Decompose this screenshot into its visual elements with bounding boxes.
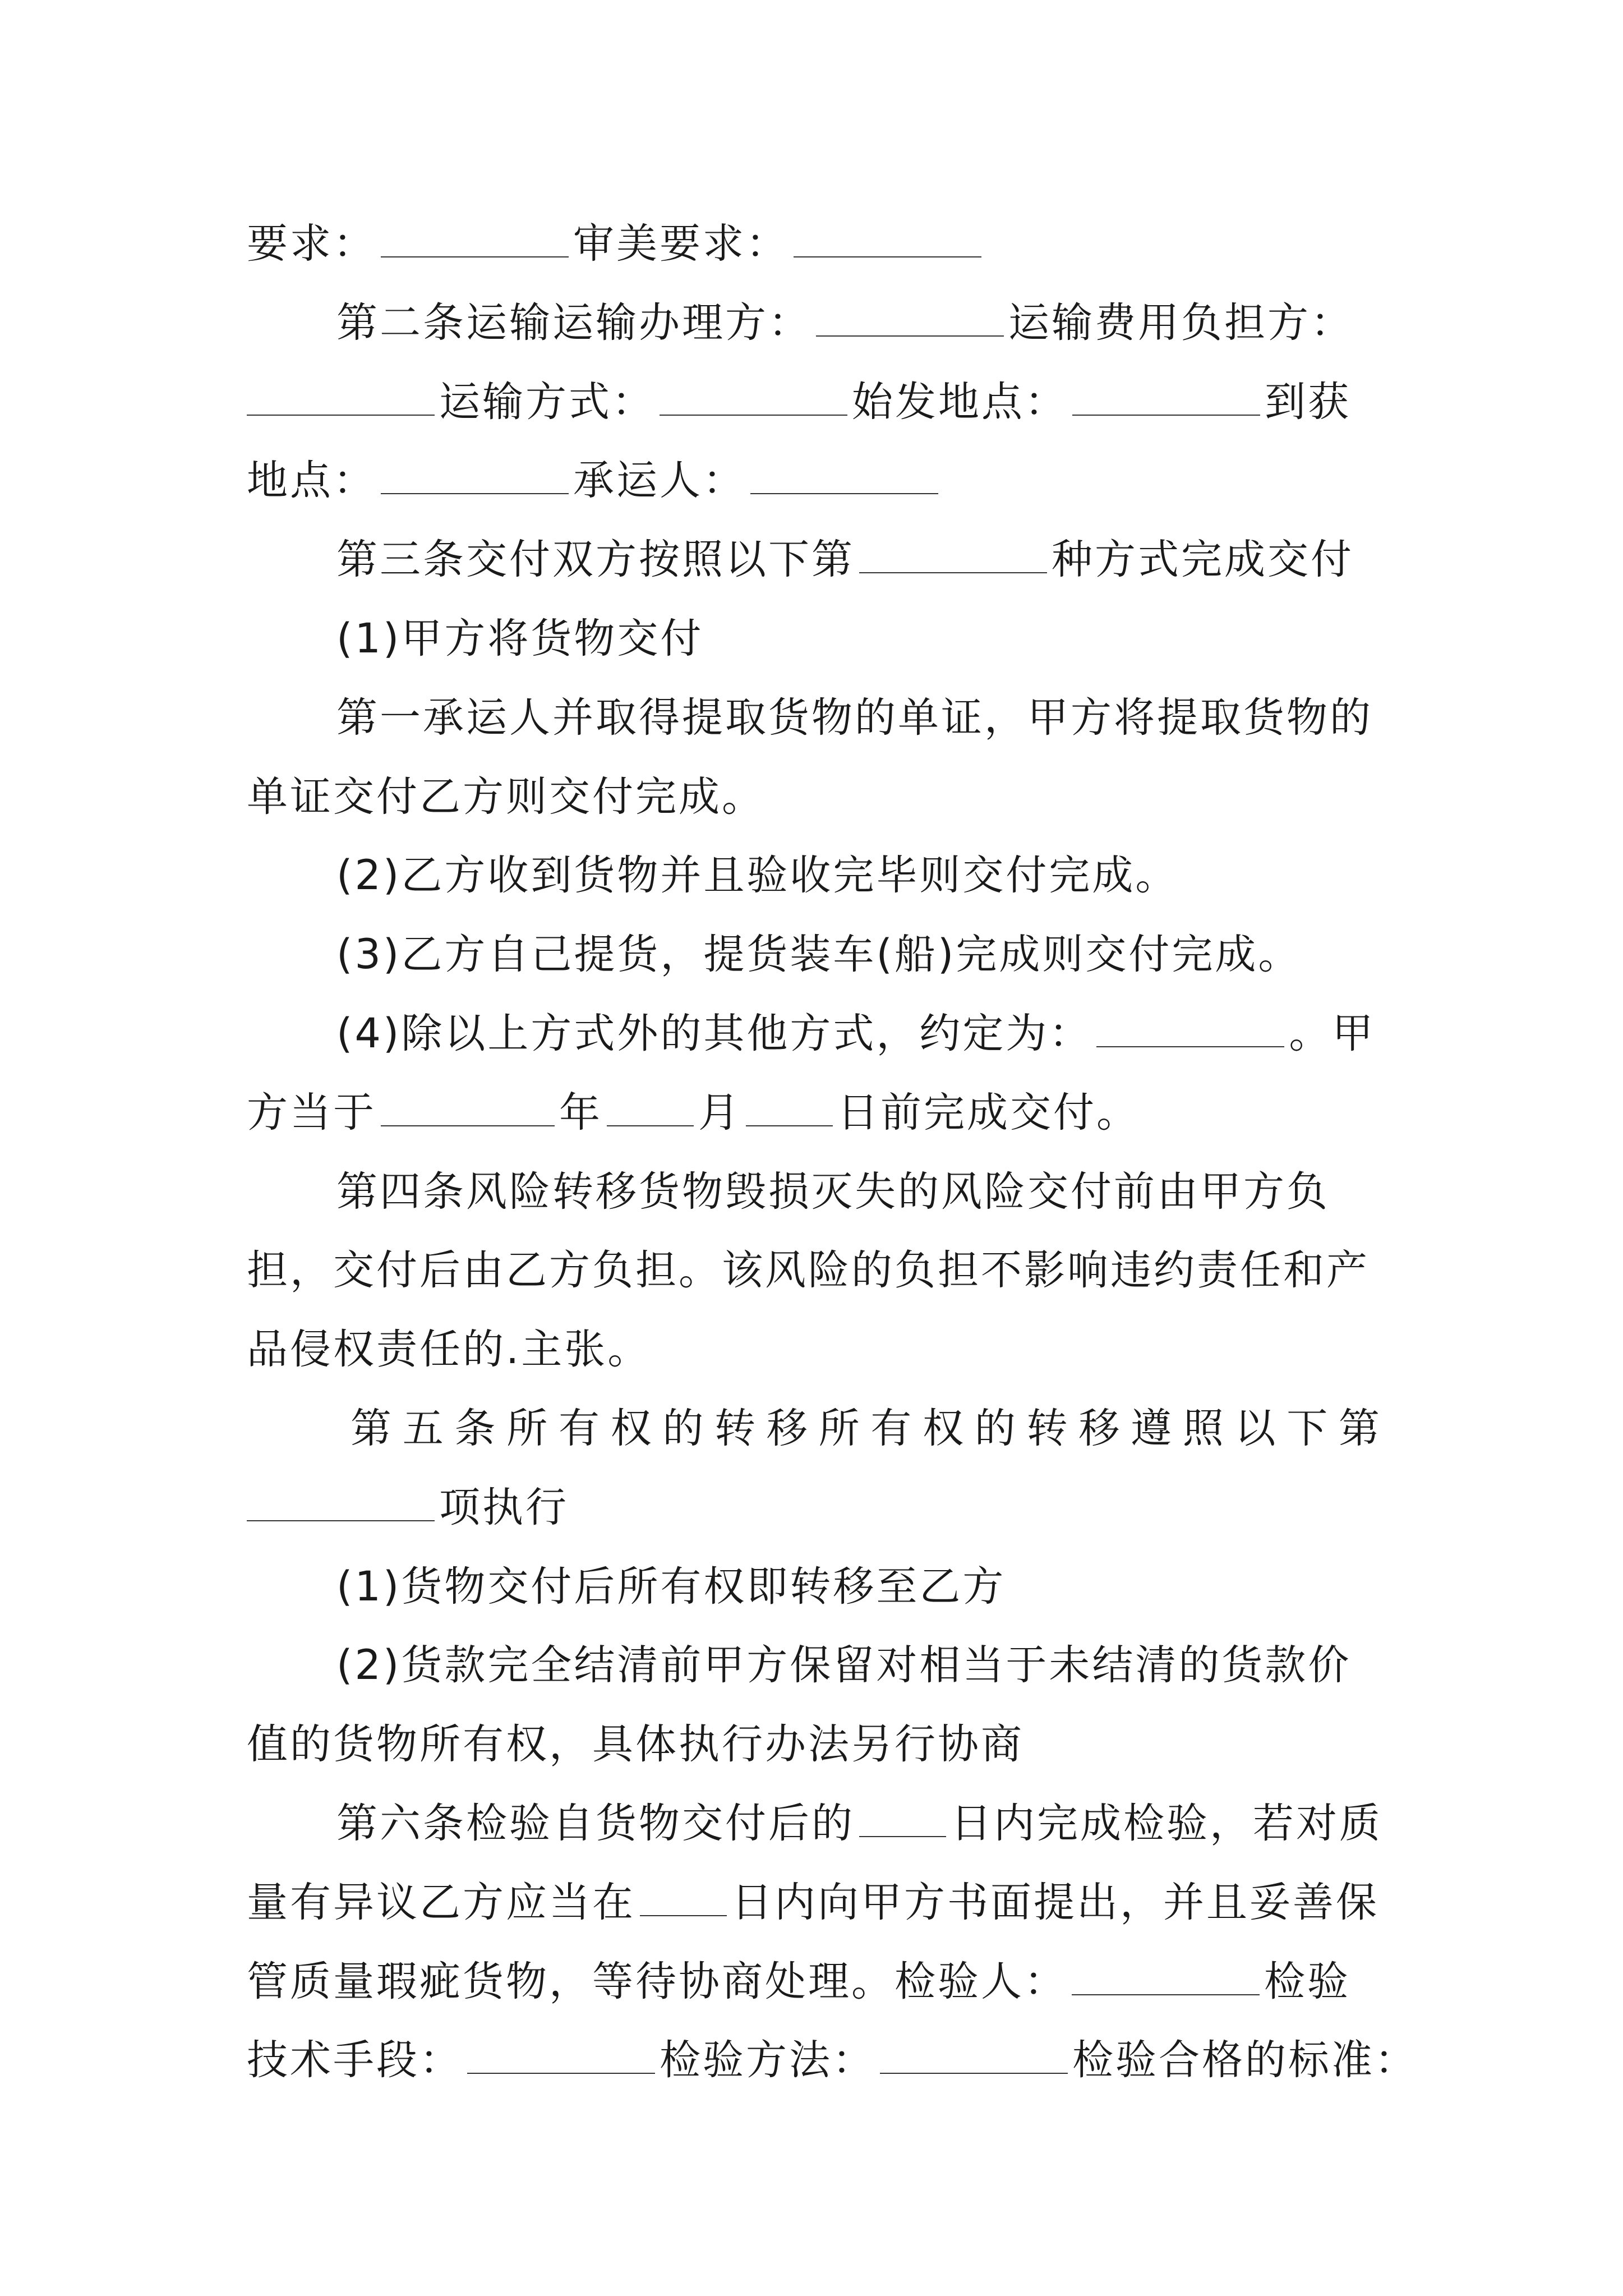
line-article2-title xyxy=(247,284,1380,363)
option4-suffix: 。甲 xyxy=(1289,1009,1376,1057)
blank-month xyxy=(607,1092,694,1126)
blank-requirements xyxy=(381,223,569,257)
line-article4-cont: 担，交付后由乙方负担。该风险的负担不影响违约责任和产 xyxy=(247,1246,1370,1295)
line-article4-end: 品侵权责任的.主张。 xyxy=(247,1326,651,1374)
inspector-label: 管质量瑕疵货物，等待协商处理。检验人： xyxy=(247,1957,1067,2005)
blank-transport-method xyxy=(660,381,847,416)
line-delivery-date xyxy=(247,1074,1380,1153)
line-inspector xyxy=(247,1943,1380,2022)
article3-label: 第三条交付双方按照以下第 xyxy=(336,536,855,584)
label-transport-method: 运输方式： xyxy=(439,378,655,426)
line-inspection-method xyxy=(247,2021,1418,2100)
article5-suffix: 项执行 xyxy=(439,1483,569,1531)
label-requirements: 要求： xyxy=(247,220,376,268)
line-option1: (1)甲方将货物交付 xyxy=(336,614,704,662)
label-year: 年 xyxy=(559,1088,602,1137)
line-option2: (2)乙方收到货物并且验收完毕则交付完成。 xyxy=(336,852,1179,900)
objection-suffix: 日内向甲方书面提出，并且妥善保 xyxy=(731,1878,1379,1926)
blank-aesthetic xyxy=(794,223,981,257)
line-option1-end: 单证交付乙方则交付完成。 xyxy=(247,772,765,821)
article3-suffix: 种方式完成交付 xyxy=(1052,536,1354,584)
article2-handler-label: 第二条运输运输办理方： xyxy=(336,298,811,347)
line-article4: 第四条风险转移货物毁损灭失的风险交付前由甲方负 xyxy=(336,1167,1330,1216)
line-article6-cont xyxy=(247,1864,1380,1943)
line-article5: 第五条所有权的转移所有权的转移遵照以下第 xyxy=(351,1404,1380,1452)
objection-label: 量有异议乙方应当在 xyxy=(247,1878,635,1926)
article6-suffix: 日内完成检验，若对质 xyxy=(951,1799,1382,1847)
line-destination xyxy=(247,441,1380,521)
blank-inspector xyxy=(1072,1961,1260,1995)
blank-ownership-item xyxy=(247,1487,435,1521)
label-destination-end: 地点： xyxy=(247,457,376,505)
label-day-suffix: 日前完成交付。 xyxy=(837,1088,1140,1137)
line-requirements xyxy=(247,205,1380,284)
line-article6 xyxy=(247,1784,1380,1864)
inspection-start: 检验 xyxy=(1264,1957,1350,2005)
article6-label: 第六条检验自货物交付后的 xyxy=(336,1799,855,1847)
line-transport-method xyxy=(247,363,1380,442)
blank-tech-means xyxy=(467,2039,655,2074)
line-option4 xyxy=(247,995,1380,1074)
label-tech-means: 技术手段： xyxy=(247,2036,463,2085)
line-option3: (3)乙方自己提货，提货装车(船)完成则交付完成。 xyxy=(336,931,1302,979)
label-standard: 检验合格的标准： xyxy=(1072,2036,1418,2085)
label-carrier: 承运人： xyxy=(573,457,746,505)
blank-delivery-method xyxy=(859,539,1047,573)
label-destination-start: 到获 xyxy=(1265,378,1351,426)
blank-destination xyxy=(381,459,569,494)
contract-text xyxy=(247,205,1418,2100)
blank-objection-days xyxy=(640,1881,727,1916)
blank-day xyxy=(746,1092,833,1126)
article2-cost-label: 运输费用负担方： xyxy=(1008,298,1354,347)
line-ownership-2: (2)货款完全结清前甲方保留对相当于未结清的货款价 xyxy=(336,1641,1352,1690)
blank-inspection-method xyxy=(880,2039,1068,2074)
label-origin: 始发地点： xyxy=(852,378,1068,426)
label-month: 月 xyxy=(698,1088,741,1137)
blank-year xyxy=(381,1092,555,1126)
option4-label: (4)除以上方式外的其他方式，约定为： xyxy=(336,1009,1092,1057)
blank-carrier xyxy=(750,459,938,494)
line-article5-cont xyxy=(247,1469,1380,1548)
label-inspection-method: 检验方法： xyxy=(660,2036,875,2085)
blank-inspect-days xyxy=(859,1802,946,1837)
line-ownership-1: (1)货物交付后所有权即转移至乙方 xyxy=(336,1562,1006,1611)
label-aesthetic: 审美要求： xyxy=(573,220,789,268)
blank-origin xyxy=(1072,381,1260,416)
date-prefix: 方当于 xyxy=(247,1088,376,1137)
line-article3 xyxy=(247,521,1380,600)
line-option1-cont: 第一承运人并取得提取货物的单证，甲方将提取货物的 xyxy=(336,693,1373,742)
line-ownership-2-end: 值的货物所有权，具体执行办法另行协商 xyxy=(247,1720,1024,1769)
blank-other-method xyxy=(1096,1013,1284,1047)
blank-cost-bearer xyxy=(247,381,435,416)
blank-handler xyxy=(816,302,1004,337)
